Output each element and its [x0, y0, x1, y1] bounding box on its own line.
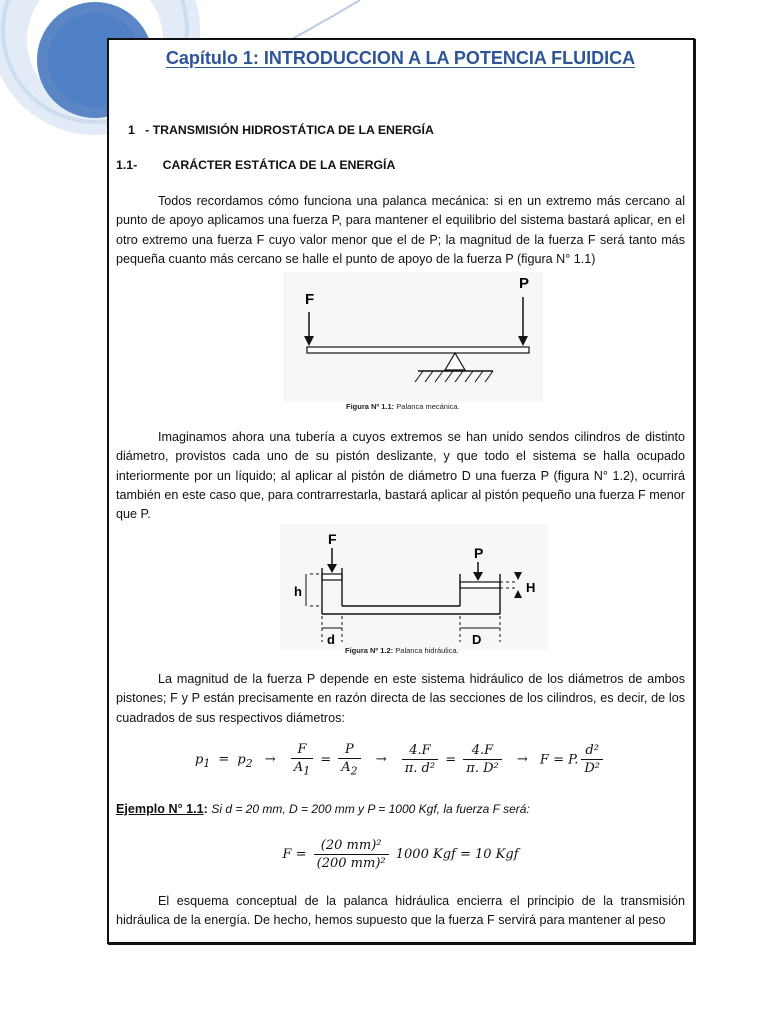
example-statement	[116, 802, 685, 816]
formula-pressure-equality	[116, 742, 685, 778]
formula-term: 1000 Kgf = 10 Kgf	[395, 847, 519, 862]
formula-fraction	[581, 743, 603, 776]
formula-arrow: →	[264, 752, 276, 768]
fraction-numerator: (20 mm)²	[314, 838, 389, 855]
force-f-label: F	[328, 531, 337, 547]
example-colon: :	[203, 802, 208, 816]
force-p-label: P	[519, 275, 530, 292]
formula-subscript: 1	[303, 764, 311, 778]
formula-fraction	[314, 838, 389, 871]
fraction-denominator: D²	[584, 761, 600, 777]
formula-arrow: →	[375, 752, 387, 768]
formula-subscript: 1	[203, 756, 211, 770]
paragraph-2: Imaginamos ahora una tubería a cuyos extremos se han unido sendos cilindros de distinto diámetro, provistos cada uno de su pistón deslizante, y que todo el sistema se halla ocupado interiormente por un líquido; al aplicar al pistón de diámetro D una fuerza P (figura N° 1.2), ocurrirá también en este caso que, para contrarrestarla, bastará aplicar al pistón pequeño una fuerza F menor que P.	[116, 430, 685, 522]
fraction-numerator: P	[338, 742, 360, 759]
section-heading-1	[128, 123, 434, 137]
caption-label: Figura Nº 1.1:	[346, 402, 395, 411]
caption-text: Palanca hidráulica.	[395, 646, 459, 655]
paragraph-3: La magnitud de la fuerza P depende en este sistema hidráulico de los diámetros de ambos pistones; F y P están precisamente en razón directa de las secciones de los cilindros, es decir, de los cuadrados de sus respectivos diámetros:	[116, 672, 685, 725]
diameter-d-label: d	[327, 632, 335, 647]
document-page	[107, 38, 695, 944]
example-label: Ejemplo N° 1.1	[116, 802, 204, 816]
lever-bar	[307, 347, 529, 353]
force-p-label: P	[474, 545, 484, 561]
chapter-title: Capítulo 1: INTRODUCCION A LA POTENCIA FLUIDICA	[165, 48, 636, 68]
formula-subscript: 2	[350, 764, 358, 778]
formula-term: A	[341, 760, 351, 775]
small-piston	[322, 574, 342, 580]
section-number: 1.1-	[116, 158, 138, 172]
formula-example-result	[116, 838, 685, 871]
paragraph-4: El esquema conceptual de la palanca hidráulica encierra el principio de la transmisión hidráulica de la energía. De hecho, hemos supuesto que la fuerza F servirá para mantener al peso	[116, 894, 685, 928]
example-text: Si d = 20 mm, D = 200 mm y P = 1000 Kgf, la fuerza F será:	[211, 802, 530, 816]
formula-term: F =	[282, 847, 307, 862]
formula-fraction	[291, 742, 313, 778]
fraction-denominator: π. D²	[466, 761, 499, 777]
formula-fraction	[338, 742, 360, 778]
fraction-denominator: π. d²	[404, 761, 436, 777]
caption-text: Palanca mecánica.	[396, 402, 460, 411]
figure-lever-diagram	[283, 272, 543, 402]
formula-operator: =	[445, 752, 457, 768]
force-f-label: F	[305, 291, 315, 308]
formula-subscript: 2	[245, 756, 253, 770]
formula-fraction	[402, 743, 438, 776]
fraction-numerator: F	[291, 742, 313, 759]
formula-operator: =	[218, 752, 230, 768]
fraction-numerator: d²	[581, 743, 603, 760]
formula-term: p	[237, 752, 246, 768]
formula-term: p	[195, 752, 204, 768]
figure-2-caption	[345, 646, 459, 655]
height-h-label: h	[294, 584, 302, 599]
figure-1-caption	[346, 402, 460, 411]
section-title: - TRANSMISIÓN HIDROSTÁTICA DE LA ENERGÍA	[145, 123, 434, 137]
height-H-label: H	[526, 580, 536, 595]
section-title: CARÁCTER ESTÁTICA DE LA ENERGÍA	[162, 158, 396, 172]
paragraph-1: Todos recordamos cómo funciona una palanca mecánica: si en un extremo más cercano al punto de apoyo aplicamos una fuerza P, para mantener el equilibrio del sistema bastará aplicar, en el otro extremo una fuerza F cuyo valor menor que el de P; la magnitud de la fuerza F será tanto más pequeña cuanto más cercano se halle el punto de apoyo de la fuerza P (figura N° 1.1)	[116, 194, 685, 266]
fraction-denominator	[291, 759, 313, 778]
fraction-numerator: 4.F	[402, 743, 438, 760]
diameter-D-label: D	[472, 632, 482, 647]
formula-term: F = P.	[539, 752, 579, 768]
formula-fraction	[463, 743, 501, 776]
formula-operator: =	[320, 752, 332, 768]
fraction-numerator: 4.F	[463, 743, 501, 760]
fraction-denominator: (200 mm)²	[316, 856, 386, 871]
section-heading-1-1	[116, 158, 395, 172]
section-number: 1	[128, 123, 135, 137]
formula-term: A	[293, 760, 304, 775]
caption-label: Figura Nº 1.2:	[345, 646, 394, 655]
fraction-denominator	[338, 759, 360, 778]
figure-hydraulic-diagram	[280, 524, 548, 650]
large-piston	[460, 582, 500, 588]
formula-arrow: →	[516, 752, 528, 768]
